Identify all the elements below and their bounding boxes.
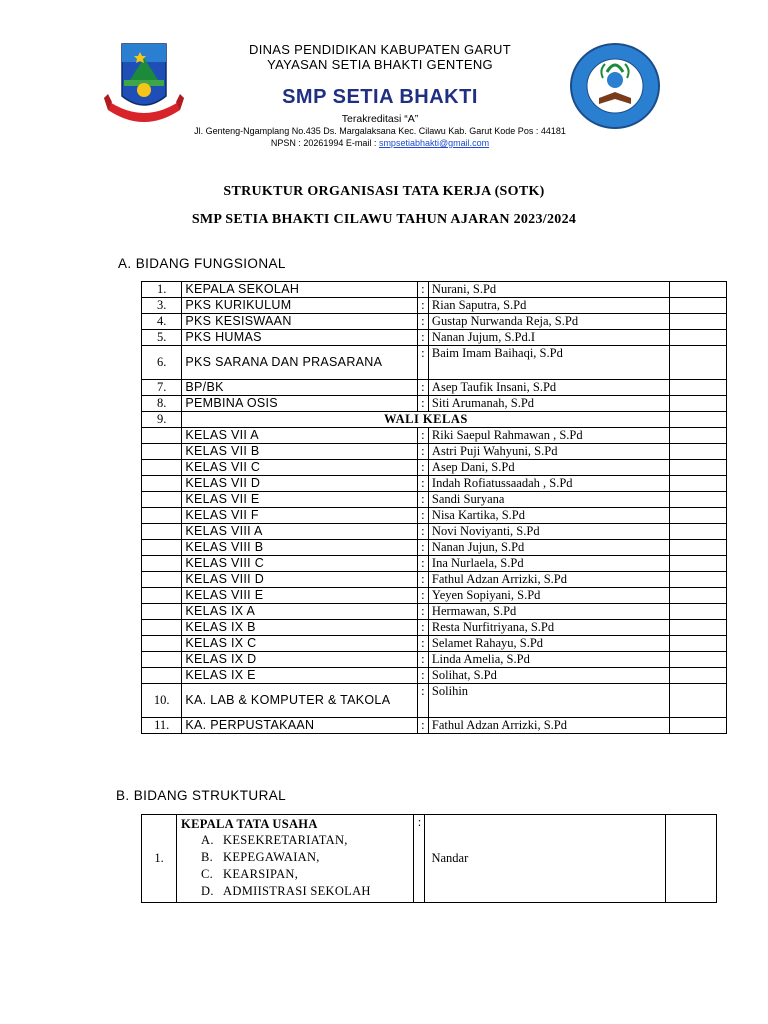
- email-link[interactable]: smpsetiabhakti@gmail.com: [378, 138, 490, 148]
- table-row: [142, 492, 727, 508]
- row-number: [142, 444, 182, 460]
- duty-label: D.: [201, 884, 214, 898]
- table-row: [142, 540, 727, 556]
- extra-cell: [670, 636, 727, 652]
- row-number: 5.: [142, 330, 182, 346]
- duty-item: [201, 883, 409, 900]
- row-number: [142, 524, 182, 540]
- row-number: 1.: [142, 282, 182, 298]
- extra-cell: [670, 444, 727, 460]
- position-cell: KELAS VII D: [182, 476, 417, 492]
- position-cell: [177, 815, 414, 903]
- row-number: [142, 604, 182, 620]
- colon: :: [417, 330, 428, 346]
- name-cell: Solihat, S.Pd: [428, 668, 669, 684]
- position-cell: KELAS IX E: [182, 668, 417, 684]
- table-row: [142, 380, 727, 396]
- row-number: [142, 556, 182, 572]
- name-cell: Nanan Jujun, S.Pd: [428, 540, 669, 556]
- row-number: 6.: [142, 346, 182, 380]
- extra-cell: [670, 668, 727, 684]
- duty-text: KEARSIPAN,: [223, 867, 299, 881]
- name-cell: Baim Imam Baihaqi, S.Pd: [428, 346, 669, 380]
- extra-cell: [670, 428, 727, 444]
- duty-item: [201, 866, 409, 883]
- position-cell: KELAS IX B: [182, 620, 417, 636]
- extra-cell: [670, 460, 727, 476]
- table-row: [142, 508, 727, 524]
- duty-text: ADMIISTRASI SEKOLAH: [223, 884, 371, 898]
- npsn-email-line: [150, 138, 610, 148]
- row-number: 4.: [142, 314, 182, 330]
- name-cell: Siti Arumanah, S.Pd: [428, 396, 669, 412]
- colon: :: [417, 652, 428, 668]
- table-row: [142, 460, 727, 476]
- section-a-heading: A. BIDANG FUNGSIONAL: [118, 256, 286, 271]
- colon: :: [417, 476, 428, 492]
- extra-cell: [670, 298, 727, 314]
- duties-list: [181, 832, 409, 900]
- table-row: [142, 282, 727, 298]
- table-row: [142, 524, 727, 540]
- extra-cell: [670, 492, 727, 508]
- duty-item: [201, 832, 409, 849]
- colon: :: [417, 282, 428, 298]
- name-cell: Indah Rofiatussaadah , S.Pd: [428, 476, 669, 492]
- extra-cell: [670, 572, 727, 588]
- duty-label: C.: [201, 867, 214, 881]
- colon: :: [417, 298, 428, 314]
- name-cell: Hermawan, S.Pd: [428, 604, 669, 620]
- row-number: 9.: [142, 412, 182, 428]
- duty-text: KESEKRETARIATAN,: [223, 833, 348, 847]
- extra-cell: [670, 620, 727, 636]
- table-row: [142, 396, 727, 412]
- name-cell: Nandar: [425, 815, 665, 903]
- duty-label: B.: [201, 850, 214, 864]
- position-cell: KELAS VII B: [182, 444, 417, 460]
- bidang-struktural-table: [141, 814, 717, 903]
- colon: :: [417, 604, 428, 620]
- position-cell: KELAS VII F: [182, 508, 417, 524]
- extra-cell: [670, 396, 727, 412]
- bidang-fungsional-table: [141, 281, 727, 734]
- yayasan-heading: YAYASAN SETIA BHAKTI GENTENG: [267, 57, 493, 72]
- table-row: [142, 572, 727, 588]
- npsn-label: NPSN : 20261994 E-mail :: [270, 138, 379, 148]
- name-cell: Nanan Jujum, S.Pd.I: [428, 330, 669, 346]
- extra-cell: [670, 330, 727, 346]
- colon: :: [417, 684, 428, 718]
- colon: :: [417, 588, 428, 604]
- name-cell: Sandi Suryana: [428, 492, 669, 508]
- row-number: 3.: [142, 298, 182, 314]
- row-number: [142, 508, 182, 524]
- extra-cell: [670, 346, 727, 380]
- position-cell: PKS HUMAS: [182, 330, 417, 346]
- row-number: 1.: [142, 815, 177, 903]
- name-cell: Linda Amelia, S.Pd: [428, 652, 669, 668]
- name-cell: Resta Nurfitriyana, S.Pd: [428, 620, 669, 636]
- colon: :: [417, 444, 428, 460]
- position-cell: KEPALA SEKOLAH: [182, 282, 417, 298]
- table-row: [142, 815, 717, 903]
- extra-cell: [670, 588, 727, 604]
- position-cell: PKS KESISWAAN: [182, 314, 417, 330]
- colon: :: [417, 508, 428, 524]
- colon: :: [417, 492, 428, 508]
- extra-cell: [670, 652, 727, 668]
- position-cell: KELAS IX C: [182, 636, 417, 652]
- name-cell: Yeyen Sopiyani, S.Pd: [428, 588, 669, 604]
- row-number: 10.: [142, 684, 182, 718]
- row-number: 7.: [142, 380, 182, 396]
- position-cell: KELAS VIII B: [182, 540, 417, 556]
- colon: :: [417, 668, 428, 684]
- extra-cell: [670, 718, 727, 734]
- colon: :: [414, 815, 425, 903]
- colon: :: [417, 572, 428, 588]
- row-number: [142, 652, 182, 668]
- position-cell: KELAS VII C: [182, 460, 417, 476]
- duty-label: A.: [201, 833, 214, 847]
- name-cell: Novi Noviyanti, S.Pd: [428, 524, 669, 540]
- name-cell: Ina Nurlaela, S.Pd: [428, 556, 669, 572]
- extra-cell: [665, 815, 716, 903]
- row-number: [142, 460, 182, 476]
- name-cell: Gustap Nurwanda Reja, S.Pd: [428, 314, 669, 330]
- position-cell: KELAS VIII C: [182, 556, 417, 572]
- row-number: [142, 540, 182, 556]
- table-row: [142, 556, 727, 572]
- name-cell: Asep Dani, S.Pd: [428, 460, 669, 476]
- colon: :: [417, 540, 428, 556]
- colon: :: [417, 524, 428, 540]
- position-cell: PKS SARANA DAN PRASARANA: [182, 346, 417, 380]
- name-cell: Astri Puji Wahyuni, S.Pd: [428, 444, 669, 460]
- table-row: [142, 588, 727, 604]
- table-row: [142, 346, 727, 380]
- table-row: [142, 718, 727, 734]
- colon: :: [417, 556, 428, 572]
- name-cell: Asep Taufik Insani, S.Pd: [428, 380, 669, 396]
- table-row: [142, 476, 727, 492]
- name-cell: Rian Saputra, S.Pd: [428, 298, 669, 314]
- school-name: SMP SETIA BHAKTI: [282, 86, 478, 108]
- table-row: [142, 298, 727, 314]
- colon: :: [417, 380, 428, 396]
- table-row: [142, 668, 727, 684]
- extra-cell: [670, 282, 727, 298]
- extra-cell: [670, 540, 727, 556]
- row-number: 8.: [142, 396, 182, 412]
- extra-cell: [670, 684, 727, 718]
- extra-cell: [670, 314, 727, 330]
- position-cell: PEMBINA OSIS: [182, 396, 417, 412]
- position-cell: KELAS VIII E: [182, 588, 417, 604]
- table-row: [142, 412, 727, 428]
- name-cell: Nisa Kartika, S.Pd: [428, 508, 669, 524]
- wali-kelas-heading: WALI KELAS: [182, 412, 670, 428]
- name-cell: Solihin: [428, 684, 669, 718]
- table-row: [142, 314, 727, 330]
- section-b-heading: B. BIDANG STRUKTURAL: [116, 788, 287, 803]
- extra-cell: [670, 524, 727, 540]
- colon: :: [417, 314, 428, 330]
- table-row: [142, 684, 727, 718]
- table-row: [142, 604, 727, 620]
- row-number: [142, 636, 182, 652]
- colon: :: [417, 718, 428, 734]
- row-number: [142, 428, 182, 444]
- colon: :: [417, 620, 428, 636]
- colon: :: [417, 346, 428, 380]
- document-subtitle: SMP SETIA BHAKTI CILAWU TAHUN AJARAN 2023/2024: [191, 212, 577, 227]
- position-title: KEPALA TATA USAHA: [181, 817, 318, 831]
- extra-cell: [670, 556, 727, 572]
- position-cell: KELAS VIII A: [182, 524, 417, 540]
- duty-item: [201, 849, 409, 866]
- position-cell: KELAS IX D: [182, 652, 417, 668]
- name-cell: Nurani, S.Pd: [428, 282, 669, 298]
- position-cell: PKS KURIKULUM: [182, 298, 417, 314]
- position-cell: KELAS VIII D: [182, 572, 417, 588]
- extra-cell: [670, 476, 727, 492]
- extra-cell: [670, 412, 727, 428]
- name-cell: Fathul Adzan Arrizki, S.Pd: [428, 718, 669, 734]
- dinas-heading: DINAS PENDIDIKAN KABUPATEN GARUT: [249, 42, 511, 57]
- name-cell: Selamet Rahayu, S.Pd: [428, 636, 669, 652]
- row-number: [142, 492, 182, 508]
- table-row: [142, 620, 727, 636]
- school-address: Jl. Genteng-Ngamplang No.435 Ds. Margalaksana Kec. Cilawu Kab. Garut Kode Pos : 44181: [194, 126, 566, 136]
- document-title: STRUKTUR ORGANISASI TATA KERJA (SOTK): [223, 184, 545, 199]
- row-number: [142, 620, 182, 636]
- colon: :: [417, 460, 428, 476]
- extra-cell: [670, 380, 727, 396]
- position-cell: KA. LAB & KOMPUTER & TAKOLA: [182, 684, 417, 718]
- table-row: [142, 636, 727, 652]
- name-cell: Fathul Adzan Arrizki, S.Pd: [428, 572, 669, 588]
- colon: :: [417, 636, 428, 652]
- accreditation: Terakreditasi “A”: [341, 113, 419, 125]
- colon: :: [417, 396, 428, 412]
- row-number: 11.: [142, 718, 182, 734]
- row-number: [142, 572, 182, 588]
- position-cell: BP/BK: [182, 380, 417, 396]
- table-row: [142, 428, 727, 444]
- table-row: [142, 652, 727, 668]
- name-cell: Riki Saepul Rahmawan , S.Pd: [428, 428, 669, 444]
- position-cell: KELAS VII E: [182, 492, 417, 508]
- table-row: [142, 330, 727, 346]
- extra-cell: [670, 604, 727, 620]
- row-number: [142, 668, 182, 684]
- position-cell: KA. PERPUSTAKAAN: [182, 718, 417, 734]
- position-cell: KELAS VII A: [182, 428, 417, 444]
- position-cell: KELAS IX A: [182, 604, 417, 620]
- duty-text: KEPEGAWAIAN,: [223, 850, 320, 864]
- row-number: [142, 588, 182, 604]
- table-row: [142, 444, 727, 460]
- extra-cell: [670, 508, 727, 524]
- row-number: [142, 476, 182, 492]
- colon: :: [417, 428, 428, 444]
